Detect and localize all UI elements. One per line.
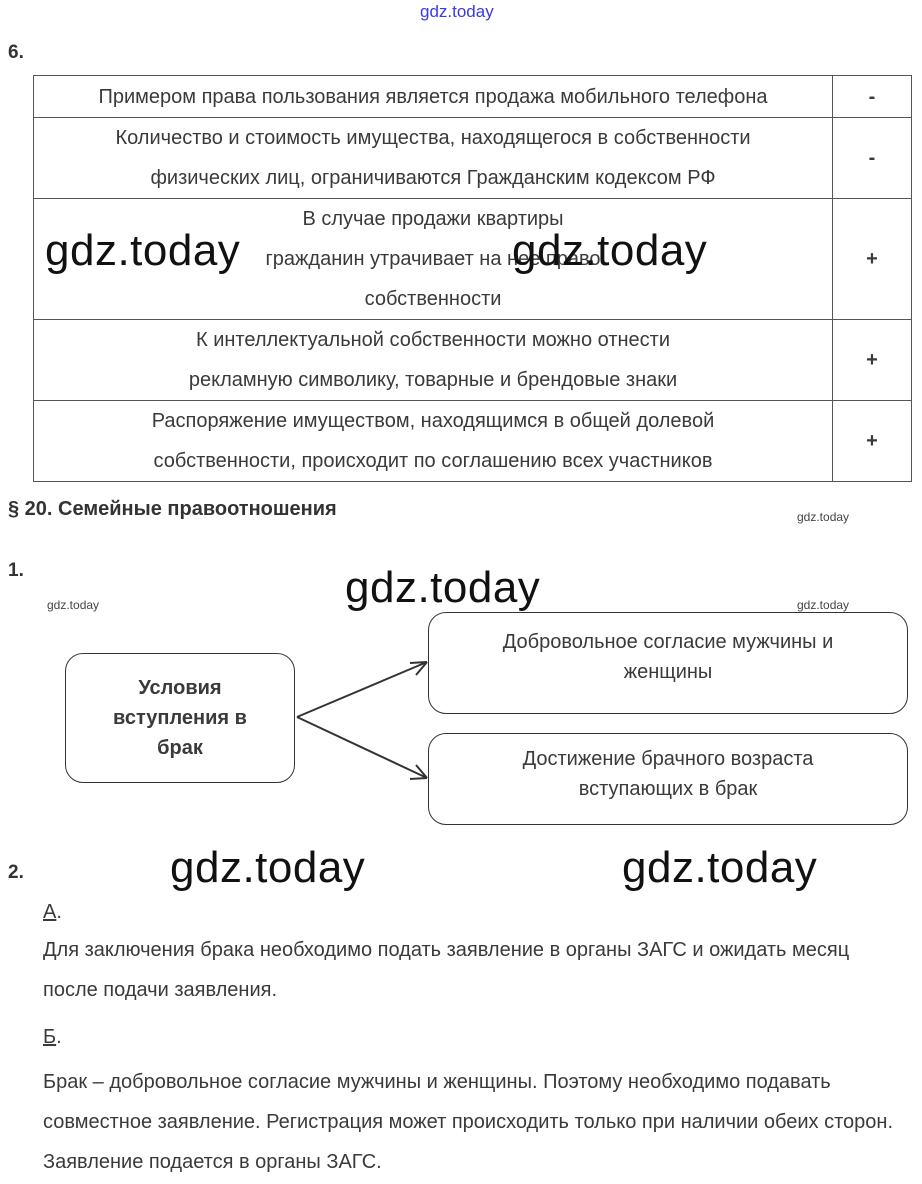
statement: К интеллектуальной собственности можно отнести рекламную символику, товарные и брендовые знаки	[34, 320, 833, 401]
task-2-number: 2.	[8, 862, 24, 883]
diagram-branch-box: Добровольное согласие мужчины и женщины	[428, 612, 908, 714]
task-1-number: 1.	[8, 560, 24, 581]
watermark-small: gdz.today	[47, 598, 100, 612]
watermark: gdz.today	[512, 226, 708, 275]
watermark: gdz.today	[622, 843, 818, 892]
diagram-center-box: Условия вступления в брак	[65, 653, 295, 783]
arrow-icon	[297, 662, 427, 717]
answer-sign: +	[833, 320, 912, 401]
diagram-branch-box: Достижение брачного возраста вступающих в брак	[428, 733, 908, 825]
arrow-icon	[297, 717, 427, 779]
answer-sign: +	[833, 199, 912, 320]
answer-a-text: Для заключения брака необходимо подать заявление в органы ЗАГС и ожидать месяц после подачи заявления.	[43, 939, 850, 1001]
answer-b-label: Б	[43, 1026, 57, 1048]
answer-a-label: А	[43, 901, 57, 923]
watermark-small: gdz.today	[797, 598, 850, 612]
watermark: gdz.today	[170, 843, 366, 892]
task-6-number: 6.	[8, 42, 24, 63]
watermark-small: gdz.today	[797, 510, 850, 524]
statement: Распоряжение имуществом, находящимся в общей долевой собственности, происходит по соглашению всех участников	[34, 401, 833, 482]
section-title: § 20. Семейные правоотношения	[8, 498, 337, 520]
answer-b-text: Брак – добровольное согласие мужчины и женщины. Поэтому необходимо подавать совместное заявление. Регистрация может происходить только при наличии обеих сторон. Заявление подается в органы ЗАГС.	[43, 1071, 894, 1173]
watermark: gdz.today	[45, 226, 241, 275]
answer-sign: -	[833, 118, 912, 199]
watermark-top: gdz.today	[420, 2, 494, 21]
watermark: gdz.today	[345, 563, 541, 612]
statement: Количество и стоимость имущества, находящегося в собственности физических лиц, ограничиваются Гражданским кодексом РФ	[34, 118, 833, 199]
answer-sign: +	[833, 401, 912, 482]
statement: Примером права пользования является продажа мобильного телефона	[34, 76, 833, 118]
answer-sign: -	[833, 76, 912, 118]
statement: В случае продажи квартиры гражданин утрачивает на нее право собственности	[34, 199, 833, 320]
